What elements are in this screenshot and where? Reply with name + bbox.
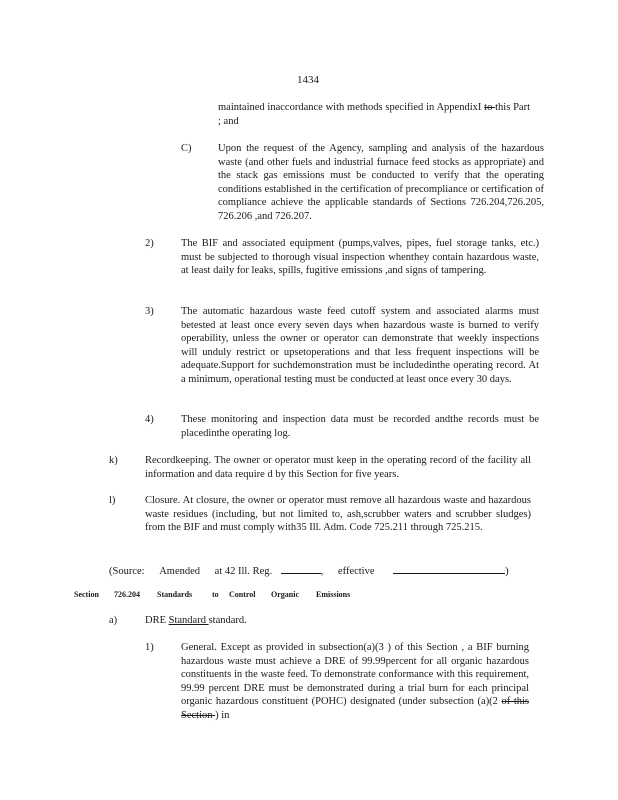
source-note — [109, 563, 509, 579]
source-effective: effective — [337, 566, 375, 577]
effective-date-blank — [393, 563, 505, 574]
section-title-5: Emissions — [316, 590, 351, 599]
section-title-4: Organic — [271, 590, 299, 599]
item-a-text — [145, 614, 247, 628]
section-title-1: Standards — [157, 590, 193, 599]
item-a1-body: General. Except as provided in subsection(a)(3 ) of this Section , a BIF burning hazardous waste must achieve a DRE of 99.99percent for all organic hazardous constituents in the waste feed. To demonstrate conformance with this requirement, 99.99 percent DRE must be demonstrated during a trial burn for each principal organic hazardous constituent (POHC) designated (under subsection (a)(2 — [181, 642, 529, 707]
continued-text-b: this Part ; and — [218, 102, 530, 127]
item-4-text: These monitoring and inspection data must be recorded andthe records must be placedinthe operating log. — [181, 414, 539, 439]
item-a1-text — [181, 641, 529, 722]
item-k-text: Recordkeeping. The owner or operator must keep in the operating record of the facility all information and data require d by this Section for five years. — [145, 455, 531, 480]
item-3-label: 3) — [145, 306, 154, 317]
item-k-label: k) — [109, 455, 118, 466]
item-2-text: The BIF and associated equipment (pumps,valves, pipes, fuel storage tanks, etc.) must be subjected to thorough visual inspection whenthey contain hazardous waste, at least daily for leaks, spills, fugitive emissions ,and signs of tampering. — [181, 238, 539, 276]
page-number: 1434 — [297, 74, 319, 86]
item-3-text: The automatic hazardous waste feed cutoff system and associated alarms must betested at least once every seven days when hazardous waste is burned to verify operability, unless the owner or operator can demonstrate that weekly inspections will unduly restrict or upsetoperations and that less frequent inspections will be adequate.Support for suchdemonstration must be includedinthe operating record. At a minimum, operational testing must be conducted at least once every 30 days. — [181, 306, 539, 385]
item-4-label: 4) — [145, 414, 154, 425]
section-word: Section — [74, 590, 99, 599]
section-number: 726.204 — [114, 590, 140, 599]
section-title-3: Control — [229, 590, 256, 599]
item-a1-tail: ) in — [215, 709, 230, 721]
item-a1-label: 1) — [145, 642, 154, 653]
item-a1-struck: of this Section — [181, 696, 529, 721]
source-close: ) — [505, 566, 509, 577]
item-a-underlined: Standard — [168, 615, 209, 626]
item-l-text: Closure. At closure, the owner or operator must remove all hazardous waste and hazardous waste residues (including, but not limited to, ash,scrubber waters and scrubber sludges) from the BIF and must comply with35 Ill. Adm. Code 725.211 through 725.215. — [145, 495, 531, 533]
source-register: at 42 Ill. Reg. — [214, 566, 273, 577]
source-amended: Amended — [159, 566, 201, 577]
register-page-blank — [281, 563, 321, 574]
item-a-label: a) — [109, 615, 118, 626]
struck-text: to — [484, 102, 496, 113]
item-a-suffix: standard. — [208, 615, 247, 626]
continued-paragraph — [218, 101, 530, 128]
continued-text-a: maintained inaccordance with methods specified in AppendixI — [218, 102, 485, 113]
item-l-label: l) — [109, 495, 116, 506]
source-comma: , — [320, 566, 324, 577]
item-2-label: 2) — [145, 238, 154, 249]
item-a-prefix: DRE — [145, 615, 169, 626]
item-c-label: C) — [181, 143, 192, 154]
section-title-2: to — [212, 590, 219, 599]
item-c-text: Upon the request of the Agency, sampling and analysis of the hazardous waste (and other fuels and industrial furnace feed stocks as appropriate) and the stack gas emissions must be conducted to verify that the operating conditions established in the certification of precompliance or certification of compliance achieve the applicable standards of Sections 726.204,726.205, 726.206 ,and 726.207. — [218, 143, 544, 222]
source-open: (Source: — [109, 566, 145, 577]
